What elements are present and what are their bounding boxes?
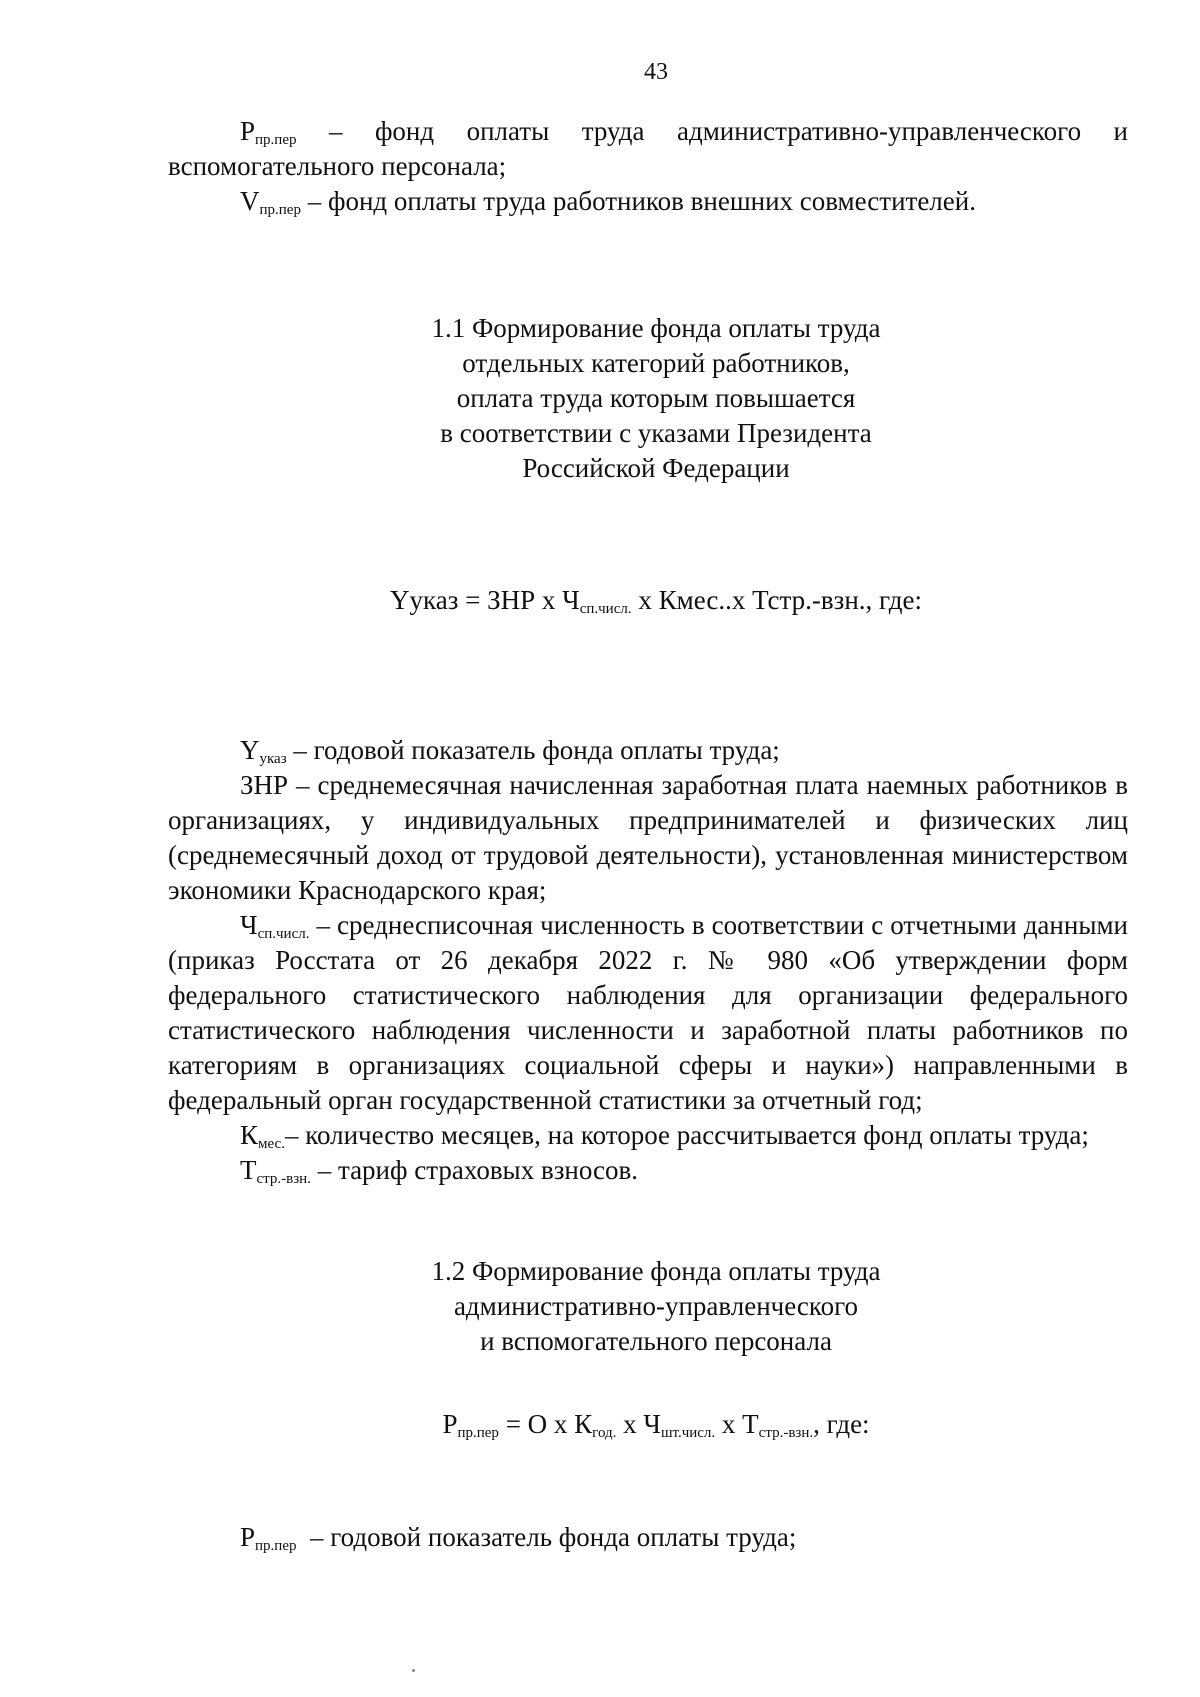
section-1-1-definitions — [168, 733, 1128, 1188]
formula-part: х Т — [715, 1409, 759, 1439]
formula-part: х Ч — [616, 1409, 661, 1439]
definition-text: – тариф страховых взносов. — [310, 1155, 638, 1185]
definition-znr: ЗНР – среднемесячная начисленная заработная плата наемных работников в организациях, у индивидуальных предпринимателей и физических лиц (среднемесячный доход от трудовой деятельности), установленная министерством экономики Краснодарского края; — [168, 770, 1128, 905]
scan-speck — [412, 1669, 415, 1672]
heading-line: в соответствии с указами Президента — [440, 418, 872, 448]
symbol-subscript: пр.пер — [255, 132, 297, 148]
definition-text: – годовой показатель фонда оплаты труда; — [296, 1522, 797, 1552]
formula-subscript: стр.-взн. — [758, 1425, 814, 1441]
page-number: 43 — [644, 59, 668, 85]
formula-symbol: Yуказ — [390, 585, 459, 615]
formula-symbol: P — [442, 1409, 458, 1439]
definition-v-pr-per — [168, 184, 1128, 219]
formula-part: , где: — [813, 1409, 870, 1439]
symbol: Y — [240, 735, 260, 765]
symbol: V — [240, 186, 260, 216]
definition-p-pr-per-annual — [168, 1520, 1128, 1555]
definition-p-pr-per — [168, 114, 1128, 184]
formula-subscript: пр.пер — [457, 1425, 499, 1441]
symbol: Ч — [240, 910, 258, 940]
formula-part: = О х К — [498, 1409, 593, 1439]
symbol: К — [240, 1120, 259, 1150]
definition-text: – фонд оплаты труда работников внешних совместителей. — [300, 186, 976, 216]
section-1-2-definitions — [168, 1520, 1128, 1555]
section-1-1-heading — [0, 311, 1200, 486]
formula-subscript: год. — [592, 1425, 617, 1441]
heading-line: и вспомогательного персонала — [480, 1326, 832, 1356]
definition-text: – количество месяцев, на которое рассчитывается фонд оплаты труда; — [284, 1120, 1089, 1150]
definition-ch-sp-chisl — [168, 908, 1128, 1118]
definition-t-str-vzn — [168, 1153, 1128, 1188]
intro-definitions — [168, 114, 1128, 219]
formula-subscript: сп.числ. — [579, 601, 632, 617]
heading-line: административно-управленческого — [453, 1291, 859, 1321]
formula-y-ukaz — [0, 583, 1200, 618]
definition-k-mes — [168, 1118, 1128, 1153]
heading-line: 1.2 Формирование фонда оплаты труда — [431, 1256, 881, 1286]
formula-p-pr-per — [0, 1407, 1200, 1442]
formula-part: х Кмес..х Тстр.-взн., где: — [631, 585, 922, 615]
definition-text: – среднесписочная численность в соответствии с отчетными данными (приказ Росстата от 26 декабря 2022 г. № 980 «Об утверждении форм федерального статистического наблюдения для организации федерального статистического наблюдения численности и заработной платы работников по категориям в организациях социальной сферы и науки») направленными в федеральный орган государственной статистики за отчетный год; — [168, 910, 1128, 1115]
definition-y-ukaz — [168, 733, 1128, 768]
formula-part: = ЗНР х Ч — [458, 585, 580, 615]
definition-text: – фонд оплаты труда административно-управленческого и вспомогательного персонала; — [168, 116, 1128, 181]
symbol-subscript: сп.числ. — [257, 926, 310, 942]
symbol-subscript: пр.пер — [259, 202, 301, 218]
symbol: P — [240, 116, 256, 146]
heading-line: 1.1 Формирование фонда оплаты труда — [431, 313, 881, 343]
heading-line: Российской Федерации — [522, 453, 790, 483]
symbol-subscript: стр.-взн. — [256, 1171, 311, 1187]
heading-line: оплата труда которым повышается — [456, 383, 856, 413]
symbol: Т — [240, 1155, 257, 1185]
symbol-subscript: указ — [259, 751, 287, 767]
symbol-subscript: мес. — [258, 1136, 285, 1152]
symbol-subscript: пр.пер — [255, 1538, 297, 1554]
definition-text: – годовой показатель фонда оплаты труда; — [286, 735, 780, 765]
formula-subscript: шт.числ. — [660, 1425, 716, 1441]
heading-line: отдельных категорий работников, — [462, 348, 850, 378]
section-1-2-heading — [0, 1254, 1200, 1359]
symbol: P — [240, 1522, 256, 1552]
